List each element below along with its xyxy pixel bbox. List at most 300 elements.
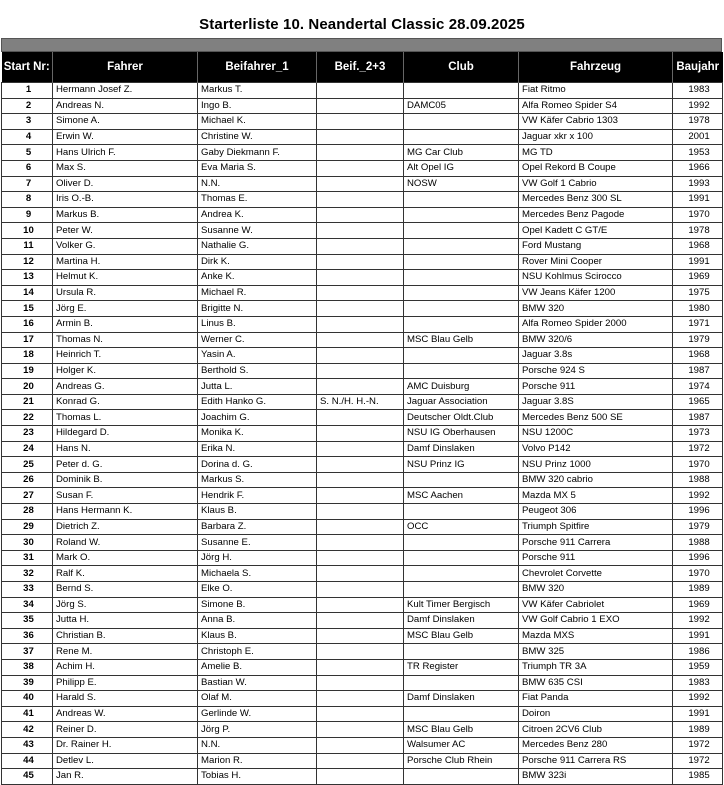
baujahr-cell: 1970 bbox=[673, 207, 723, 223]
baujahr-cell: 1986 bbox=[673, 644, 723, 660]
beifahrer-2-3-cell bbox=[317, 426, 404, 442]
start-nr-cell: 43 bbox=[2, 737, 53, 753]
table-row bbox=[2, 457, 723, 473]
beifahrer-2-3-cell bbox=[317, 644, 404, 660]
beifahrer-1-cell: Eva Maria S. bbox=[198, 160, 317, 176]
beifahrer-2-3-cell bbox=[317, 737, 404, 753]
fahrer-cell: Holger K. bbox=[53, 363, 198, 379]
baujahr-cell: 1978 bbox=[673, 114, 723, 130]
beifahrer-2-3-cell bbox=[317, 363, 404, 379]
club-cell: MG Car Club bbox=[404, 145, 519, 161]
start-nr-cell: 30 bbox=[2, 535, 53, 551]
table-row bbox=[2, 722, 723, 738]
beifahrer-1-cell: Michael K. bbox=[198, 114, 317, 130]
table-body bbox=[2, 83, 723, 785]
club-cell: Walsumer AC bbox=[404, 737, 519, 753]
fahrer-cell: Armin B. bbox=[53, 316, 198, 332]
beifahrer-2-3-cell bbox=[317, 332, 404, 348]
start-nr-cell: 14 bbox=[2, 285, 53, 301]
beifahrer-2-3-cell bbox=[317, 535, 404, 551]
col-header-beifahrer-1: Beifahrer_1 bbox=[198, 52, 317, 83]
fahrzeug-cell: Mercedes Benz 300 SL bbox=[519, 192, 673, 208]
start-nr-cell: 33 bbox=[2, 582, 53, 598]
baujahr-cell: 1985 bbox=[673, 769, 723, 785]
baujahr-cell: 1991 bbox=[673, 254, 723, 270]
club-cell bbox=[404, 223, 519, 239]
baujahr-cell: 1979 bbox=[673, 332, 723, 348]
baujahr-cell: 1974 bbox=[673, 379, 723, 395]
fahrer-cell: Harald S. bbox=[53, 691, 198, 707]
beifahrer-2-3-cell bbox=[317, 270, 404, 286]
table-row bbox=[2, 488, 723, 504]
fahrzeug-cell: Chevrolet Corvette bbox=[519, 566, 673, 582]
table-row bbox=[2, 753, 723, 769]
beifahrer-1-cell: Jutta L. bbox=[198, 379, 317, 395]
baujahr-cell: 1972 bbox=[673, 441, 723, 457]
table-row bbox=[2, 114, 723, 130]
baujahr-cell: 1970 bbox=[673, 457, 723, 473]
beifahrer-2-3-cell bbox=[317, 316, 404, 332]
fahrer-cell: Hildegard D. bbox=[53, 426, 198, 442]
beifahrer-2-3-cell bbox=[317, 254, 404, 270]
baujahr-cell: 1965 bbox=[673, 394, 723, 410]
baujahr-cell: 1987 bbox=[673, 410, 723, 426]
club-cell bbox=[404, 207, 519, 223]
beifahrer-1-cell: Joachim G. bbox=[198, 410, 317, 426]
fahrzeug-cell: Porsche 911 Carrera RS bbox=[519, 753, 673, 769]
beifahrer-2-3-cell bbox=[317, 753, 404, 769]
beifahrer-2-3-cell bbox=[317, 659, 404, 675]
fahrer-cell: Oliver D. bbox=[53, 176, 198, 192]
table-row bbox=[2, 566, 723, 582]
beifahrer-1-cell: Christoph E. bbox=[198, 644, 317, 660]
fahrer-cell: Hans Ulrich F. bbox=[53, 145, 198, 161]
start-nr-cell: 19 bbox=[2, 363, 53, 379]
club-cell: DAMC05 bbox=[404, 98, 519, 114]
table-row bbox=[2, 363, 723, 379]
fahrer-cell: Peter W. bbox=[53, 223, 198, 239]
beifahrer-1-cell: Yasin A. bbox=[198, 348, 317, 364]
beifahrer-1-cell: Monika K. bbox=[198, 426, 317, 442]
col-header-fahrzeug: Fahrzeug bbox=[519, 52, 673, 83]
beifahrer-2-3-cell bbox=[317, 613, 404, 629]
fahrzeug-cell: VW Käfer Cabriolet bbox=[519, 597, 673, 613]
fahrzeug-cell: Porsche 911 Carrera bbox=[519, 535, 673, 551]
beifahrer-1-cell: Linus B. bbox=[198, 316, 317, 332]
beifahrer-1-cell: Hendrik F. bbox=[198, 488, 317, 504]
baujahr-cell: 1953 bbox=[673, 145, 723, 161]
table-row bbox=[2, 628, 723, 644]
fahrzeug-cell: Porsche 911 bbox=[519, 379, 673, 395]
beifahrer-1-cell: Michaela S. bbox=[198, 566, 317, 582]
table-row bbox=[2, 613, 723, 629]
table-row bbox=[2, 316, 723, 332]
fahrer-cell: Philipp E. bbox=[53, 675, 198, 691]
fahrer-cell: Christian B. bbox=[53, 628, 198, 644]
fahrzeug-cell: Triumph TR 3A bbox=[519, 659, 673, 675]
table-row bbox=[2, 160, 723, 176]
table-row bbox=[2, 207, 723, 223]
baujahr-cell: 1969 bbox=[673, 597, 723, 613]
baujahr-cell: 1989 bbox=[673, 582, 723, 598]
baujahr-cell: 1972 bbox=[673, 753, 723, 769]
start-nr-cell: 6 bbox=[2, 160, 53, 176]
header-row bbox=[2, 52, 723, 83]
fahrzeug-cell: Opel Kadett C GT/E bbox=[519, 223, 673, 239]
start-nr-cell: 1 bbox=[2, 83, 53, 99]
start-nr-cell: 17 bbox=[2, 332, 53, 348]
start-nr-cell: 31 bbox=[2, 550, 53, 566]
fahrzeug-cell: Rover Mini Cooper bbox=[519, 254, 673, 270]
club-cell: Porsche Club Rhein bbox=[404, 753, 519, 769]
beifahrer-1-cell: Nathalie G. bbox=[198, 238, 317, 254]
fahrer-cell: Rene M. bbox=[53, 644, 198, 660]
beifahrer-1-cell: Dirk K. bbox=[198, 254, 317, 270]
fahrzeug-cell: Jaguar 3.8s bbox=[519, 348, 673, 364]
table-row bbox=[2, 769, 723, 785]
start-nr-cell: 42 bbox=[2, 722, 53, 738]
beifahrer-1-cell: Markus T. bbox=[198, 83, 317, 99]
table-row bbox=[2, 301, 723, 317]
fahrzeug-cell: NSU Prinz 1000 bbox=[519, 457, 673, 473]
table-row bbox=[2, 597, 723, 613]
fahrzeug-cell: VW Golf Cabrio 1 EXO bbox=[519, 613, 673, 629]
col-header-beifahrer-2-3: Beif._2+3 bbox=[317, 52, 404, 83]
col-header-fahrer: Fahrer bbox=[53, 52, 198, 83]
fahrzeug-cell: Jaguar xkr x 100 bbox=[519, 129, 673, 145]
start-nr-cell: 26 bbox=[2, 472, 53, 488]
beifahrer-1-cell: Werner C. bbox=[198, 332, 317, 348]
beifahrer-2-3-cell bbox=[317, 706, 404, 722]
fahrer-cell: Thomas L. bbox=[53, 410, 198, 426]
club-cell bbox=[404, 192, 519, 208]
table-row bbox=[2, 192, 723, 208]
table-row bbox=[2, 379, 723, 395]
beifahrer-2-3-cell bbox=[317, 223, 404, 239]
fahrer-cell: Thomas N. bbox=[53, 332, 198, 348]
start-nr-cell: 22 bbox=[2, 410, 53, 426]
club-cell bbox=[404, 316, 519, 332]
fahrer-cell: Andreas W. bbox=[53, 706, 198, 722]
club-cell bbox=[404, 675, 519, 691]
beifahrer-2-3-cell bbox=[317, 379, 404, 395]
baujahr-cell: 1983 bbox=[673, 675, 723, 691]
fahrzeug-cell: Mazda MX 5 bbox=[519, 488, 673, 504]
fahrzeug-cell: Peugeot 306 bbox=[519, 504, 673, 520]
col-header-club: Club bbox=[404, 52, 519, 83]
club-cell bbox=[404, 706, 519, 722]
club-cell bbox=[404, 129, 519, 145]
beifahrer-2-3-cell bbox=[317, 566, 404, 582]
fahrzeug-cell: Fiat Ritmo bbox=[519, 83, 673, 99]
beifahrer-2-3-cell bbox=[317, 441, 404, 457]
start-nr-cell: 37 bbox=[2, 644, 53, 660]
fahrzeug-cell: MG TD bbox=[519, 145, 673, 161]
club-cell bbox=[404, 348, 519, 364]
fahrzeug-cell: Ford Mustang bbox=[519, 238, 673, 254]
beifahrer-1-cell: Simone B. bbox=[198, 597, 317, 613]
beifahrer-2-3-cell bbox=[317, 691, 404, 707]
table-row bbox=[2, 426, 723, 442]
fahrzeug-cell: Opel Rekord B Coupe bbox=[519, 160, 673, 176]
beifahrer-2-3-cell bbox=[317, 457, 404, 473]
beifahrer-1-cell: Andrea K. bbox=[198, 207, 317, 223]
club-cell bbox=[404, 363, 519, 379]
table-row bbox=[2, 504, 723, 520]
start-nr-cell: 9 bbox=[2, 207, 53, 223]
table-row bbox=[2, 254, 723, 270]
club-cell: Jaguar Association bbox=[404, 394, 519, 410]
baujahr-cell: 1991 bbox=[673, 706, 723, 722]
fahrer-cell: Jutta H. bbox=[53, 613, 198, 629]
beifahrer-2-3-cell bbox=[317, 410, 404, 426]
fahrer-cell: Mark O. bbox=[53, 550, 198, 566]
club-cell: NSU IG Oberhausen bbox=[404, 426, 519, 442]
fahrer-cell: Andreas N. bbox=[53, 98, 198, 114]
club-cell: MSC Blau Gelb bbox=[404, 628, 519, 644]
baujahr-cell: 1959 bbox=[673, 659, 723, 675]
beifahrer-2-3-cell: S. N./H. H.-N. bbox=[317, 394, 404, 410]
beifahrer-2-3-cell bbox=[317, 504, 404, 520]
table-row bbox=[2, 285, 723, 301]
fahrzeug-cell: Mercedes Benz 500 SE bbox=[519, 410, 673, 426]
beifahrer-1-cell: Klaus B. bbox=[198, 504, 317, 520]
beifahrer-1-cell: Amelie B. bbox=[198, 659, 317, 675]
beifahrer-2-3-cell bbox=[317, 597, 404, 613]
start-nr-cell: 35 bbox=[2, 613, 53, 629]
fahrer-cell: Hans N. bbox=[53, 441, 198, 457]
beifahrer-2-3-cell bbox=[317, 145, 404, 161]
baujahr-cell: 1969 bbox=[673, 270, 723, 286]
table-row bbox=[2, 706, 723, 722]
start-nr-cell: 40 bbox=[2, 691, 53, 707]
club-cell: Damf Dinslaken bbox=[404, 613, 519, 629]
fahrzeug-cell: BMW 320/6 bbox=[519, 332, 673, 348]
baujahr-cell: 1988 bbox=[673, 535, 723, 551]
club-cell: Deutscher Oldt.Club bbox=[404, 410, 519, 426]
beifahrer-1-cell: Edith Hanko G. bbox=[198, 394, 317, 410]
beifahrer-1-cell: N.N. bbox=[198, 737, 317, 753]
table-row bbox=[2, 348, 723, 364]
table-row bbox=[2, 659, 723, 675]
beifahrer-1-cell: Brigitte N. bbox=[198, 301, 317, 317]
start-nr-cell: 15 bbox=[2, 301, 53, 317]
fahrzeug-cell: Mazda MXS bbox=[519, 628, 673, 644]
beifahrer-2-3-cell bbox=[317, 769, 404, 785]
fahrer-cell: Bernd S. bbox=[53, 582, 198, 598]
start-nr-cell: 45 bbox=[2, 769, 53, 785]
beifahrer-2-3-cell bbox=[317, 519, 404, 535]
start-nr-cell: 32 bbox=[2, 566, 53, 582]
baujahr-cell: 1991 bbox=[673, 628, 723, 644]
fahrer-cell: Peter d. G. bbox=[53, 457, 198, 473]
club-cell bbox=[404, 472, 519, 488]
baujahr-cell: 1996 bbox=[673, 550, 723, 566]
table-row bbox=[2, 550, 723, 566]
baujahr-cell: 1991 bbox=[673, 192, 723, 208]
fahrer-cell: Markus B. bbox=[53, 207, 198, 223]
table-row bbox=[2, 410, 723, 426]
start-nr-cell: 20 bbox=[2, 379, 53, 395]
beifahrer-2-3-cell bbox=[317, 98, 404, 114]
fahrer-cell: Iris O.-B. bbox=[53, 192, 198, 208]
beifahrer-1-cell: Elke O. bbox=[198, 582, 317, 598]
table-row bbox=[2, 394, 723, 410]
club-cell bbox=[404, 582, 519, 598]
baujahr-cell: 1980 bbox=[673, 301, 723, 317]
beifahrer-2-3-cell bbox=[317, 550, 404, 566]
baujahr-cell: 1970 bbox=[673, 566, 723, 582]
club-cell bbox=[404, 238, 519, 254]
beifahrer-1-cell: Gaby Diekmann F. bbox=[198, 145, 317, 161]
start-nr-cell: 36 bbox=[2, 628, 53, 644]
table-row bbox=[2, 270, 723, 286]
fahrer-cell: Detlev L. bbox=[53, 753, 198, 769]
club-cell bbox=[404, 301, 519, 317]
club-cell bbox=[404, 270, 519, 286]
baujahr-cell: 1993 bbox=[673, 176, 723, 192]
beifahrer-1-cell: Erika N. bbox=[198, 441, 317, 457]
beifahrer-2-3-cell bbox=[317, 83, 404, 99]
baujahr-cell: 1978 bbox=[673, 223, 723, 239]
club-cell bbox=[404, 535, 519, 551]
beifahrer-1-cell: Dorina d. G. bbox=[198, 457, 317, 473]
table-row bbox=[2, 332, 723, 348]
beifahrer-2-3-cell bbox=[317, 114, 404, 130]
club-cell bbox=[404, 566, 519, 582]
club-cell bbox=[404, 114, 519, 130]
beifahrer-1-cell: Berthold S. bbox=[198, 363, 317, 379]
start-nr-cell: 25 bbox=[2, 457, 53, 473]
baujahr-cell: 1987 bbox=[673, 363, 723, 379]
table-row bbox=[2, 129, 723, 145]
baujahr-cell: 1989 bbox=[673, 722, 723, 738]
beifahrer-1-cell: Markus S. bbox=[198, 472, 317, 488]
beifahrer-1-cell: Anna B. bbox=[198, 613, 317, 629]
baujahr-cell: 1992 bbox=[673, 613, 723, 629]
fahrzeug-cell: BMW 320 bbox=[519, 301, 673, 317]
fahrer-cell: Hans Hermann K. bbox=[53, 504, 198, 520]
beifahrer-1-cell: Michael R. bbox=[198, 285, 317, 301]
fahrer-cell: Susan F. bbox=[53, 488, 198, 504]
start-nr-cell: 41 bbox=[2, 706, 53, 722]
start-nr-cell: 3 bbox=[2, 114, 53, 130]
baujahr-cell: 1972 bbox=[673, 737, 723, 753]
club-cell: TR Register bbox=[404, 659, 519, 675]
page-title: Starterliste 10. Neandertal Classic 28.09.2025 bbox=[199, 16, 525, 33]
fahrzeug-cell: BMW 325 bbox=[519, 644, 673, 660]
fahrzeug-cell: NSU 1200C bbox=[519, 426, 673, 442]
beifahrer-1-cell: Tobias H. bbox=[198, 769, 317, 785]
start-nr-cell: 18 bbox=[2, 348, 53, 364]
start-nr-cell: 2 bbox=[2, 98, 53, 114]
fahrzeug-cell: VW Golf 1 Cabrio bbox=[519, 176, 673, 192]
fahrzeug-cell: NSU Kohlmus Scirocco bbox=[519, 270, 673, 286]
club-cell: NOSW bbox=[404, 176, 519, 192]
fahrer-cell: Dr. Rainer H. bbox=[53, 737, 198, 753]
beifahrer-2-3-cell bbox=[317, 675, 404, 691]
fahrzeug-cell: BMW 320 cabrio bbox=[519, 472, 673, 488]
beifahrer-1-cell: Christine W. bbox=[198, 129, 317, 145]
start-nr-cell: 10 bbox=[2, 223, 53, 239]
club-cell bbox=[404, 504, 519, 520]
club-cell: Kult Timer Bergisch bbox=[404, 597, 519, 613]
table-row bbox=[2, 238, 723, 254]
table-row bbox=[2, 176, 723, 192]
beifahrer-1-cell: Susanne W. bbox=[198, 223, 317, 239]
beifahrer-2-3-cell bbox=[317, 285, 404, 301]
fahrer-cell: Reiner D. bbox=[53, 722, 198, 738]
table-row bbox=[2, 145, 723, 161]
table-row bbox=[2, 519, 723, 535]
club-cell: OCC bbox=[404, 519, 519, 535]
fahrer-cell: Erwin W. bbox=[53, 129, 198, 145]
fahrer-cell: Roland W. bbox=[53, 535, 198, 551]
club-cell bbox=[404, 83, 519, 99]
col-header-start-nr: Start Nr: bbox=[2, 52, 53, 83]
start-nr-cell: 23 bbox=[2, 426, 53, 442]
header-strip bbox=[1, 38, 722, 52]
club-cell: MSC Blau Gelb bbox=[404, 722, 519, 738]
beifahrer-1-cell: Jörg P. bbox=[198, 722, 317, 738]
baujahr-cell: 2001 bbox=[673, 129, 723, 145]
baujahr-cell: 1975 bbox=[673, 285, 723, 301]
fahrer-cell: Dominik B. bbox=[53, 472, 198, 488]
beifahrer-1-cell: Gerlinde W. bbox=[198, 706, 317, 722]
club-cell: Damf Dinslaken bbox=[404, 691, 519, 707]
fahrzeug-cell: VW Jeans Käfer 1200 bbox=[519, 285, 673, 301]
baujahr-cell: 1979 bbox=[673, 519, 723, 535]
beifahrer-2-3-cell bbox=[317, 628, 404, 644]
club-cell bbox=[404, 769, 519, 785]
baujahr-cell: 1973 bbox=[673, 426, 723, 442]
start-nr-cell: 16 bbox=[2, 316, 53, 332]
baujahr-cell: 1971 bbox=[673, 316, 723, 332]
beifahrer-1-cell: N.N. bbox=[198, 176, 317, 192]
beifahrer-2-3-cell bbox=[317, 488, 404, 504]
fahrer-cell: Heinrich T. bbox=[53, 348, 198, 364]
table-row bbox=[2, 644, 723, 660]
start-nr-cell: 27 bbox=[2, 488, 53, 504]
fahrzeug-cell: BMW 320 bbox=[519, 582, 673, 598]
fahrer-cell: Achim H. bbox=[53, 659, 198, 675]
start-nr-cell: 28 bbox=[2, 504, 53, 520]
beifahrer-2-3-cell bbox=[317, 722, 404, 738]
club-cell: NSU Prinz IG bbox=[404, 457, 519, 473]
table-row bbox=[2, 83, 723, 99]
club-cell bbox=[404, 550, 519, 566]
fahrer-cell: Martina H. bbox=[53, 254, 198, 270]
table-row bbox=[2, 98, 723, 114]
fahrer-cell: Jörg S. bbox=[53, 597, 198, 613]
fahrer-cell: Dietrich Z. bbox=[53, 519, 198, 535]
fahrzeug-cell: Doiron bbox=[519, 706, 673, 722]
fahrer-cell: Ursula R. bbox=[53, 285, 198, 301]
beifahrer-1-cell: Bastian W. bbox=[198, 675, 317, 691]
beifahrer-1-cell: Anke K. bbox=[198, 270, 317, 286]
fahrer-cell: Simone A. bbox=[53, 114, 198, 130]
club-cell: AMC Duisburg bbox=[404, 379, 519, 395]
fahrzeug-cell: Triumph Spitfire bbox=[519, 519, 673, 535]
start-nr-cell: 29 bbox=[2, 519, 53, 535]
fahrzeug-cell: BMW 635 CSI bbox=[519, 675, 673, 691]
fahrzeug-cell: Volvo P142 bbox=[519, 441, 673, 457]
beifahrer-1-cell: Marion R. bbox=[198, 753, 317, 769]
baujahr-cell: 1996 bbox=[673, 504, 723, 520]
starter-table bbox=[1, 52, 723, 785]
beifahrer-1-cell: Klaus B. bbox=[198, 628, 317, 644]
table-row bbox=[2, 223, 723, 239]
